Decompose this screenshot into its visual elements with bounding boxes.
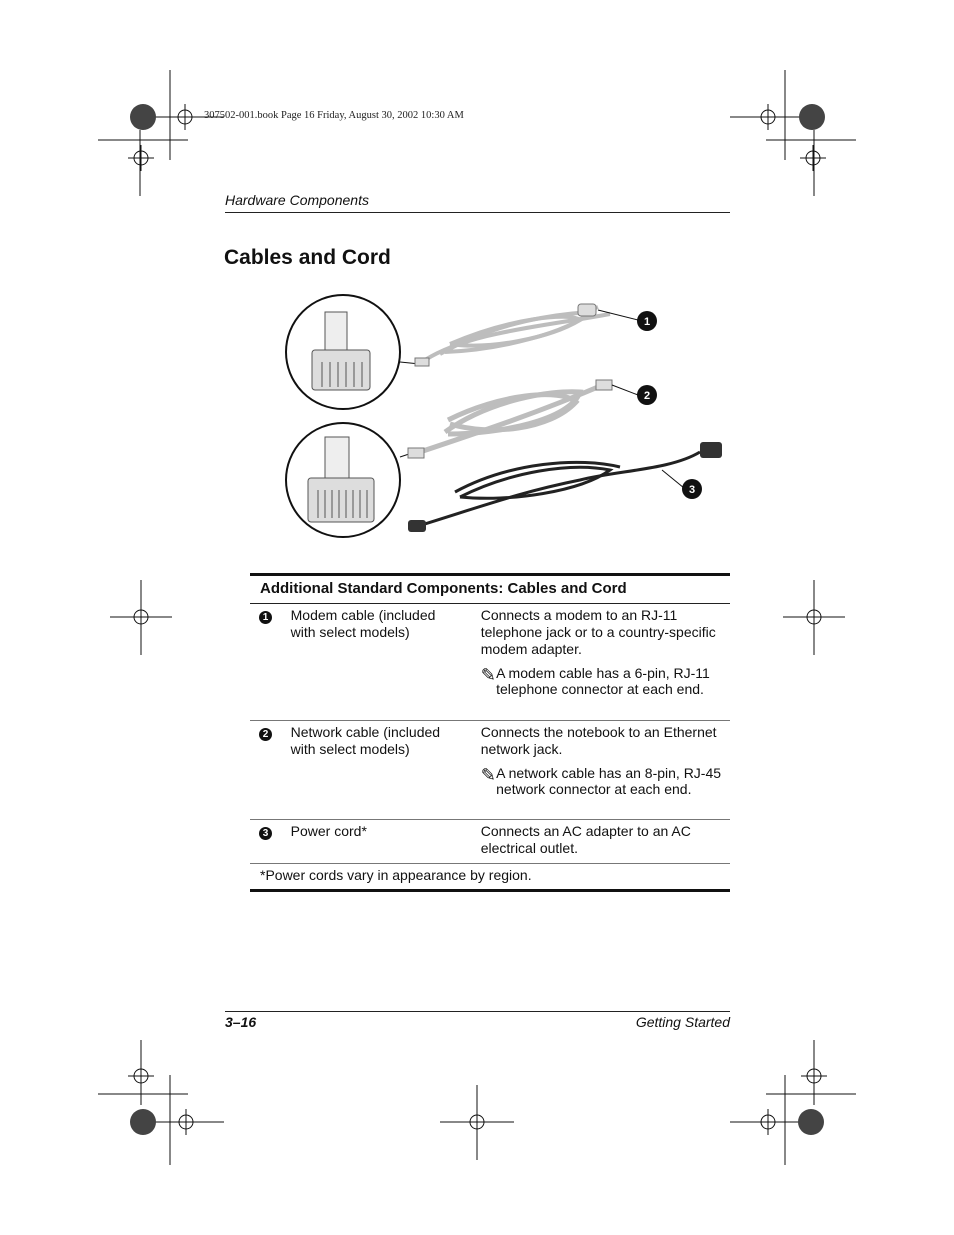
note-text: A network cable has an 8-pin, RJ-45 network connector at each end. [496, 765, 722, 797]
callout-1 [637, 311, 657, 331]
modem-plug [415, 358, 429, 366]
document-name: Getting Started [635, 1014, 730, 1030]
item-description: Connects a modem to an RJ-11 telephone jack or to a country-specific modem adapter. [480, 607, 716, 657]
page-title: Cables and Cord [224, 246, 391, 269]
modem-ferrite [578, 304, 596, 316]
table-row [250, 820, 730, 863]
item-description-cell [481, 604, 730, 720]
item-description-cell [481, 721, 730, 819]
pencil-note-icon: ✎ [480, 765, 496, 785]
item-name: Power cord* [290, 823, 367, 839]
network-plug-end [596, 380, 612, 390]
item-description: Connects the notebook to an Ethernet network jack. [480, 724, 717, 757]
item-number-badge: 2 [259, 728, 272, 741]
svg-text:3: 3 [688, 484, 696, 496]
power-cord [415, 452, 700, 527]
table-caption: Additional Standard Components: Cables and Cord [260, 580, 627, 597]
table-footnote: *Power cords vary in appearance by region. [260, 867, 532, 883]
network-plug [408, 448, 424, 458]
print-slug: 307502-001.book Page 16 Friday, August 30, 2002 10:30 AM [204, 110, 464, 121]
power-cord-plug [700, 442, 722, 458]
network-cable [420, 384, 605, 452]
svg-text:1: 1 [643, 316, 651, 328]
cables-illustration [280, 292, 740, 552]
item-description: Connects an AC adapter to an AC electrical outlet. [480, 823, 691, 856]
callout-3 [682, 479, 702, 499]
note [481, 666, 730, 697]
power-cord-connector [408, 520, 426, 532]
item-number-badge: 3 [259, 827, 272, 840]
table-bottom-rule [250, 889, 730, 892]
item-name: Network cable (included with select models) [290, 724, 441, 757]
item-number-badge: 1 [259, 611, 272, 624]
running-head: Hardware Components [225, 192, 369, 208]
header-rule [225, 212, 730, 213]
callout-2 [637, 385, 657, 405]
note [481, 766, 730, 797]
item-name: Modem cable (included with select models) [290, 607, 436, 640]
table-row [250, 721, 730, 819]
footer-rule [225, 1011, 730, 1012]
svg-text:2: 2 [643, 390, 651, 402]
page-number: 3–16 [225, 1014, 257, 1030]
components-table [250, 573, 730, 892]
note-text: A modem cable has a 6-pin, RJ-11 telephone connector at each end. [496, 665, 710, 697]
pencil-note-icon: ✎ [480, 665, 496, 685]
table-row [250, 604, 730, 720]
